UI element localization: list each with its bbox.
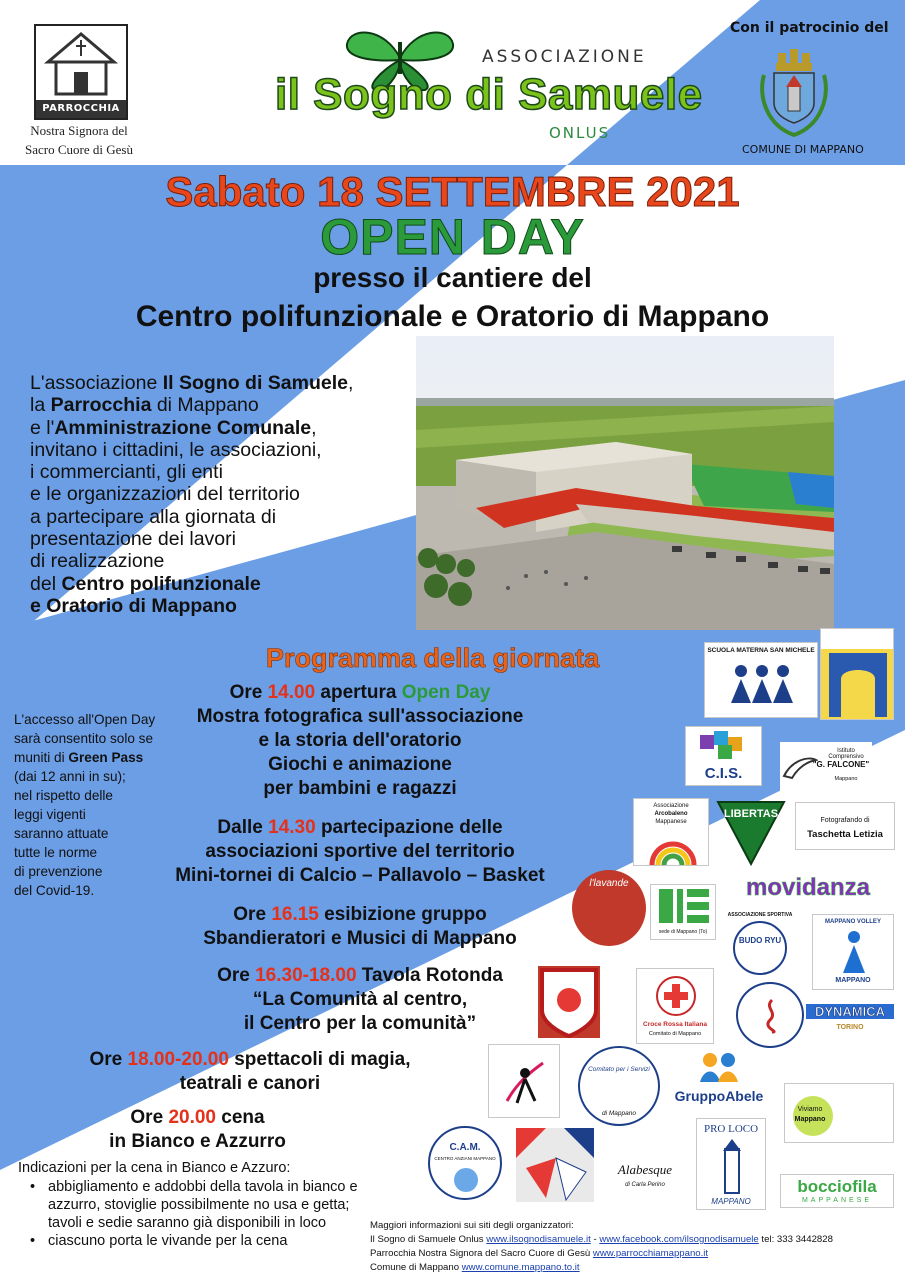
sponsor-logo-scuola-materna: SCUOLA MATERNA SAN MICHELE: [704, 642, 818, 718]
children-icon: [729, 663, 795, 713]
sponsor-logo-bocciofila: bocciofila MAPPANESE: [780, 1174, 894, 1208]
facebook-link[interactable]: www.facebook.com/ilsognodisamuele: [599, 1234, 759, 1245]
sponsor-logo-sbandieratori: [516, 1128, 594, 1202]
program-block-4: Ore 16.30-18.00 Tavola Rotonda “La Comunità al centro, il Centro per la comunità”: [217, 965, 503, 1034]
sponsor-logo-croce-rossa: Croce Rossa Italiana Comitato di Mappano: [636, 968, 714, 1044]
list-item: • abbigliamento e addobbi della tavola in bianco e azzurro, stoviglie possibilmente no usa e getta; tavoli e sedie saranno già disponibili in loco: [30, 1178, 370, 1232]
sponsor-logo-taschetta: Fotografando di Taschetta Letizia: [795, 802, 895, 850]
rainbow-icon: [648, 829, 698, 865]
circle-emblem-icon: [732, 920, 788, 976]
sponsor-logo-just-gym: [488, 1044, 560, 1118]
puzzle-icon: [700, 731, 748, 761]
sponsor-logo-viviamo-mappano: Viviamo Mappano: [784, 1083, 894, 1143]
volleyball-player-icon: [833, 929, 875, 973]
globe-icon: [448, 1166, 484, 1194]
patronage-town: COMUNE DI MAPPANO: [742, 143, 864, 156]
access-note: L'accesso all'Open Day sarà consentito solo se muniti di Green Pass (dai 12 anni in su); nel rispetto delle leggi vigenti saranno attuate tutte le norme di prevenzione del Covid-19.: [14, 712, 156, 898]
bird-icon: [782, 752, 818, 782]
sponsor-logo-libertas: LIBERTAS: [716, 800, 786, 866]
dinner-instructions-list: [30, 1178, 370, 1250]
sponsor-logo-calcio: [538, 966, 600, 1038]
association-name: il Sogno di Samuele: [275, 70, 703, 119]
sponsor-logo-comitato-servizi: Comitato per i Servizi di Mappano: [578, 1046, 660, 1126]
program-block-2: Dalle 14.30 partecipazione delle associazioni sportive del territorio Mini-tornei di Calcio – Pallavolo – Basket: [175, 817, 545, 886]
town-website-link[interactable]: www.comune.mappano.to.it: [461, 1262, 580, 1273]
website-link[interactable]: www.ilsognodisamuele.it: [486, 1234, 591, 1245]
parish-name: Nostra Signora del Sacro Cuore di Gesù: [25, 123, 133, 157]
program-title: Programma della giornata: [266, 643, 600, 673]
event-subtitle-2: Centro polifunzionale e Oratorio di Mappano: [135, 300, 770, 333]
bell-tower-icon: [711, 1139, 753, 1195]
sponsor-logo-gate: [820, 628, 894, 720]
parish-logo-band: PARROCCHIA: [36, 100, 126, 118]
program-block-5: Ore 18.00-20.00 spettacoli di magia, teatrali e canori: [89, 1049, 411, 1094]
sponsor-logo-budo-ryu: ASSOCIAZIONE SPORTIVA BUDO RYU: [724, 910, 796, 976]
event-title: OPEN DAY: [320, 209, 585, 265]
red-cross-icon: [655, 975, 697, 1017]
town-crest-icon: [756, 45, 832, 137]
footer-info: Maggiori informazioni sui siti degli organizzatori: Il Sogno di Samuele Onlus www.ilsognodisamuele.it - www.facebook.com/ilsognodisamuele tel: 333 3442828 Parrocchia Nostra Signora del Sacro Cuore di Gesù www.parrocchiamappano.it Comune di Mappano www.comune.mappano.to.it: [370, 1220, 833, 1273]
sponsor-logo-dynamica: DYNAMICA TORINO: [806, 994, 894, 1048]
gymnast-icon: [499, 1053, 551, 1111]
football-shield-icon: [538, 966, 600, 1038]
intro-paragraph: L'associazione Il Sogno di Samuele, la Parrocchia di Mappano e l'Amministrazione Comunale, invitano i cittadini, le associazioni, i commercianti, gli enti e le organizzazioni del territorio a partecipare alla giornata di presentazione dei lavori di realizzazione del Centro polifunzionale e Oratorio di Mappano: [30, 372, 354, 617]
sponsor-logo-gruppo-abele: GruppoAbele: [662, 1052, 776, 1108]
sponsor-logo-movidanza: movidanza: [745, 874, 871, 901]
program-block-6: Ore 20.00 cena in Bianco e Azzurro: [109, 1107, 286, 1152]
building-rendering: [416, 336, 834, 630]
sponsor-logo-cis: C.I.S.: [685, 726, 762, 786]
unitre-icon: [659, 889, 709, 925]
treble-clef-icon: [756, 998, 786, 1034]
sponsor-logo-unitre: sede di Mappano (To): [650, 884, 716, 940]
arch-icon: [821, 629, 894, 720]
association-word: ASSOCIAZIONE: [482, 47, 647, 67]
parish-website-link[interactable]: www.parrocchiamappano.it: [592, 1248, 709, 1259]
list-item: • ciascuno porta le vivande per la cena: [30, 1232, 370, 1250]
church-icon: [36, 26, 126, 100]
sponsor-logo-pro-loco: PRO LOCO MAPPANO: [696, 1118, 766, 1210]
program-block-1: Ore 14.00 apertura Open Day Mostra fotografica sull'associazione e la storia dell'oratorio Giochi e animazione per bambini e ragazzi: [196, 682, 524, 799]
event-subtitle-1: presso il cantiere del: [313, 262, 592, 293]
sponsor-logo-cam: C.A.M. CENTRO ANZIANI MAPPANO: [428, 1126, 502, 1200]
sponsor-logo-mappano-volley: MAPPANO VOLLEY MAPPANO: [812, 914, 894, 990]
event-date: Sabato 18 SETTEMBRE 2021: [165, 168, 740, 215]
association-onlus: ONLUS: [549, 124, 611, 142]
sponsor-logo-centro-didattico: [736, 982, 804, 1048]
sponsor-logo-arcobaleno: Associazione Arcobaleno Mappanese: [633, 798, 709, 866]
flags-icon: [516, 1128, 594, 1202]
sponsor-logo-alabesque: Alabesque di Carla Perino: [608, 1152, 682, 1196]
people-icon: [698, 1052, 740, 1084]
sponsor-logo-falcone: Istituto Comprensivo "G. FALCONE" Mappano: [780, 742, 872, 792]
dinner-instructions-title: Indicazioni per la cena in Bianco e Azzuro:: [18, 1160, 291, 1176]
parish-logo: [34, 24, 128, 120]
program-block-3: Ore 16.15 esibizione gruppo Sbandieratori e Musici di Mappano: [203, 904, 517, 949]
patronage-title: Con il patrocinio del: [730, 20, 889, 36]
sponsor-logo-lavande: l'lavande: [572, 870, 646, 946]
